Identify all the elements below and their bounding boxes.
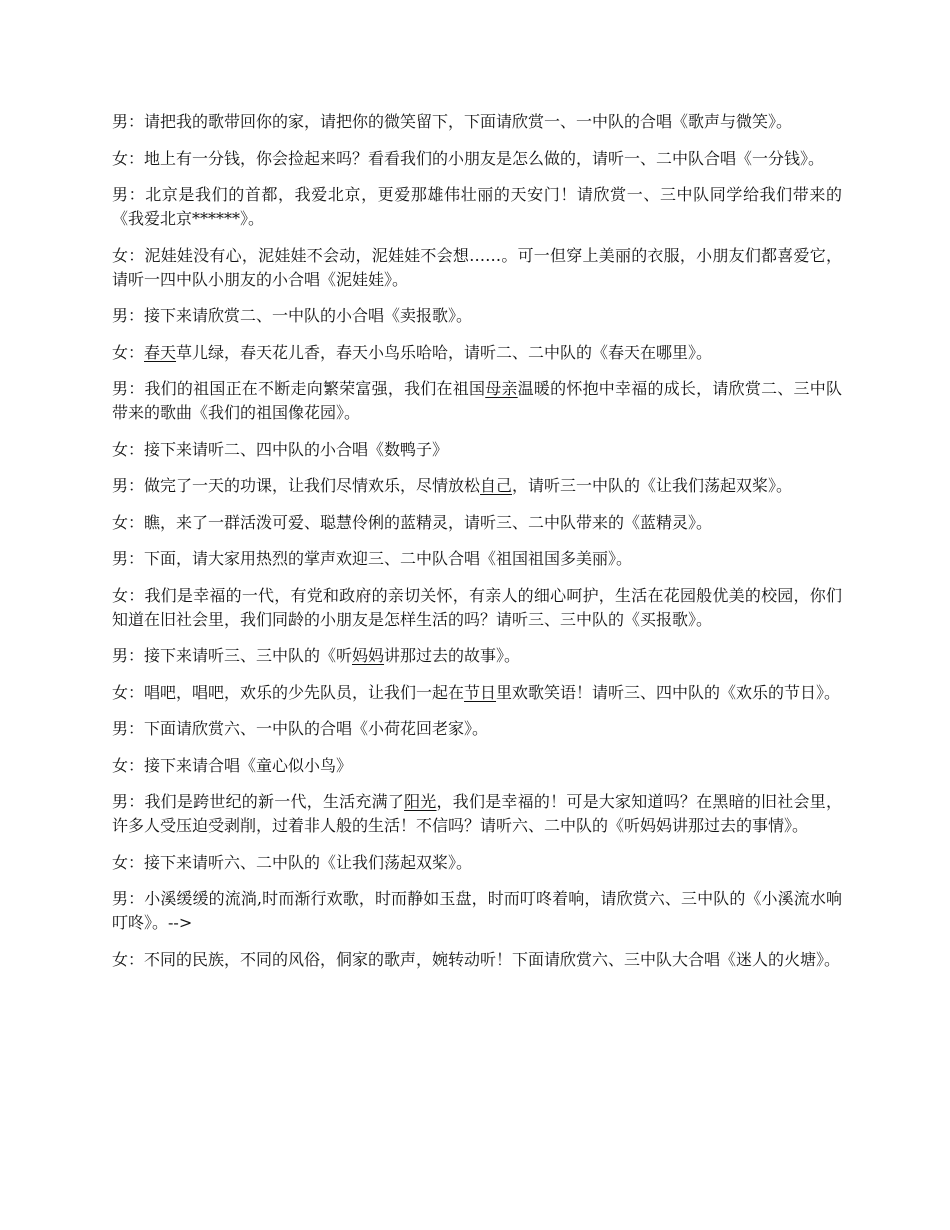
script-line — [112, 851, 842, 875]
line-text: ，我们是幸福的！可是大家知道吗？在黑暗的旧社会里，许多人受压迫受剥削，过着非人般的生活！不信吗？请听六、二中队的《听妈妈讲那过去的事情》。 — [112, 792, 842, 835]
line-text: 女：接下来请合唱《童心似小鸟》 — [112, 755, 353, 775]
script-line — [112, 341, 842, 365]
script-line — [112, 244, 842, 292]
script-line — [112, 110, 842, 134]
script-line — [112, 547, 842, 571]
line-text: 女： — [112, 342, 145, 362]
underlined-term: 节日 — [464, 682, 497, 702]
document-body — [112, 110, 842, 984]
script-line — [112, 790, 842, 838]
line-text: 女：不同的民族，不同的风俗，侗家的歌声，婉转动听！下面请欣赏六、三中队大合唱《迷人的火塘》。 — [112, 949, 841, 969]
script-line — [112, 681, 842, 705]
line-text: 男：我们的祖国正在不断走向繁荣富强，我们在祖国 — [112, 379, 486, 398]
script-line — [112, 717, 842, 741]
script-line — [112, 948, 842, 972]
line-text: 男：下面，请大家用热烈的掌声欢迎三、二中队合唱《祖国祖国多美丽》。 — [112, 549, 633, 568]
line-text: 讲那过去的故事》。 — [384, 646, 521, 665]
line-text: 女：唱吧，唱吧，欢乐的少先队员，让我们一起在 — [112, 682, 465, 702]
underlined-term: 阳光 — [404, 792, 437, 811]
script-line — [112, 377, 842, 425]
line-text: 女：地上有一分钱，你会捡起来吗？看看我们的小朋友是怎么做的，请听一、二中队合唱《一分钱》。 — [112, 148, 825, 168]
line-text: ，请听三一中队的《让我们荡起双桨》。 — [512, 476, 793, 495]
script-line — [112, 147, 842, 171]
line-text: 男：做完了一天的功课，让我们尽情欢乐，尽情放松 — [112, 476, 481, 495]
script-line — [112, 754, 842, 778]
line-text: 草儿绿，春天花儿香，春天小鸟乐哈哈，请听二、二中队的《春天在哪里》。 — [176, 342, 713, 362]
line-text: 男：接下来请欣赏二、一中队的小合唱《卖报歌》。 — [112, 306, 473, 325]
script-line — [112, 644, 842, 668]
underlined-term: 自己 — [480, 476, 513, 495]
line-text: 女：我们是幸福的一代，有党和政府的亲切关怀，有亲人的细心呵护，生活在花园般优美的校园，你们知道在旧社会里，我们同龄的小朋友是怎样生活的吗？请听三、三中队的《买报歌》。 — [112, 585, 842, 629]
script-line — [112, 474, 842, 498]
line-text: 男：下面请欣赏六、一中队的合唱《小荷花回老家》。 — [112, 719, 489, 738]
line-text: 男：北京是我们的首都，我爱北京，更爱那雄伟壮丽的天安门！请欣赏一、三中队同学给我们带来的《我爱北京******》。 — [112, 185, 842, 228]
line-text: 男：我们是跨世纪的新一代，生活充满了 — [112, 792, 405, 811]
script-line — [112, 584, 842, 632]
script-line — [112, 511, 842, 535]
line-text: 男：接下来请听三、三中队的《听 — [112, 646, 353, 665]
line-text: 女：接下来请听六、二中队的《让我们荡起双桨》。 — [112, 852, 473, 872]
script-line — [112, 183, 842, 231]
script-line — [112, 304, 842, 328]
underlined-term: 妈妈 — [352, 646, 385, 665]
line-text: 女：泥娃娃没有心，泥娃娃不会动，泥娃娃不会想……。可一但穿上美丽的衣服，小朋友们都喜爱它，请听一四中队小朋友的小合唱《泥娃娃》。 — [112, 245, 842, 289]
line-text: 温暖的怀抱中幸福的成长，请欣赏二、三中队带来的歌曲《我们的祖国像花园》。 — [112, 379, 842, 422]
line-text: 女：瞧，来了一群活泼可爱、聪慧伶俐的蓝精灵，请听三、二中队带来的《蓝精灵》。 — [112, 512, 713, 532]
line-text: 男：小溪缓缓的流淌,时而渐行欢歌，时而静如玉盘，时而叮咚着响，请欣赏六、三中队的《小溪流水响叮咚》。--> — [112, 889, 842, 932]
script-line — [112, 887, 842, 935]
underlined-term: 母亲 — [485, 379, 518, 398]
underlined-term: 春天 — [144, 342, 177, 362]
line-text: 女：接下来请听二、四中队的小合唱《数鸭子》 — [112, 439, 449, 459]
line-text: 里欢歌笑语！请听三、四中队的《欢乐的节日》。 — [496, 682, 841, 702]
script-line — [112, 438, 842, 462]
line-text: 男：请把我的歌带回你的家，请把你的微笑留下，下面请欣赏一、一中队的合唱《歌声与微笑》。 — [112, 112, 793, 131]
